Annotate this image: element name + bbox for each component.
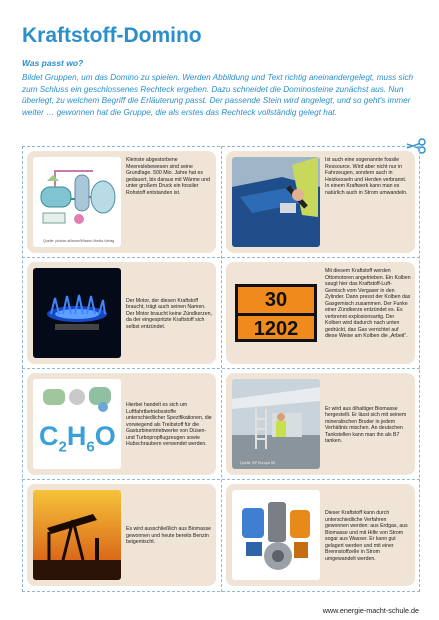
section-subtitle: Was passt wo? <box>22 58 84 68</box>
page-title: Kraftstoff-Domino <box>22 24 202 47</box>
car-refueling-photo <box>232 157 320 247</box>
cut-line <box>22 146 23 592</box>
hazard-plate <box>232 268 320 358</box>
cut-line <box>221 146 222 592</box>
oil-pump-sunset-photo <box>33 490 121 580</box>
molecule-model-icon <box>33 379 121 417</box>
formula-element: H <box>66 421 87 451</box>
aircraft-refueling-photo <box>232 379 320 469</box>
card-description: Dieser Kraftstoff kann durch unterschiedliche Verfahren gewonnen werden: aus Erdgas, aus Biomasse und mit Hilfe von Strom sogar aus Wasser. Er kann gut gelagert werden und mit einer Brennstoffzelle in Strom umgewandelt werden. <box>325 510 408 562</box>
domino-card[interactable] <box>226 373 415 475</box>
card-description: Der Motor, der diesen Kraftstoff braucht, trägt auch seinen Namen. Der Motor braucht keine Zündkerzen, da der eingespritzte Kraftstoff sich selbst entzündet. <box>126 297 212 330</box>
website-url[interactable]: www.energie-macht-schule.de <box>322 606 419 615</box>
formula-subscript: 2 <box>58 438 67 456</box>
card-description: Mit diesem Kraftstoff werden Ottomotoren angetrieben. Ein Kolben saugt hier das Kraftstoff-Luft-Gemisch vom Vergaser in den Zylinder. Dann presst der Kolben das Gasgemisch zusammen. Der Funke einer Zündkerze entzündet es. Es verbrennt explosionsartig. Der Kolben wird dadurch nach unten gedrückt, das Gas verrichtet auf diese Weise am Kolben die „Arbeit“. <box>325 268 411 339</box>
domino-card[interactable] <box>226 262 415 364</box>
cut-line <box>419 146 420 592</box>
card-description: Kleinste abgestorbene Meereslebewesen sind seine Grundlage. 500 Mio. Jahre hat es gedauert, bis daraus mit Wärme und unter großem Druck ein fossiler Rohstoff entstanden ist. <box>126 157 210 196</box>
domino-sheet <box>22 146 420 592</box>
image-credit: Quelle: picture-alliance/Wissen Media Verlag <box>43 239 115 243</box>
card-description: Hierbei handelt es sich um Luftfahrtbetriebsstoffe unterschiedlicher Spezifikationen, die vorwiegend als Treibstoff für die Gasturbinentriebwerke von Düsen- und Turbopropflugzeugen sowie Hubschraubern verwendet werden. <box>126 402 212 448</box>
card-description: Ist auch eine sogenannte fossile Ressource. Wird aber nicht nur in Fahrzeugen, sondern auch in Heizkesseln und Herden verbrannt. In einem Kraftwerk kann man es natürlich auch in Strom umwandeln. <box>325 157 408 196</box>
domino-card[interactable] <box>27 151 216 253</box>
formula-element: O <box>94 421 116 451</box>
formula-element: C <box>39 421 59 451</box>
domino-card[interactable] <box>226 151 415 253</box>
hazard-number: 30 <box>238 287 314 316</box>
card-description: Er wird aus ölhaltiger Biomasse hergestellt. Er lässt sich mit seinem mineralischen Bruder in jedem Verhältnis mischen. An deutschen Tankstellen kann man ihn als B7 tanken. <box>325 405 407 444</box>
card-description: Es wird ausschließlich aus Biomasse gewonnen und heute bereits Benzin beigemischt. <box>126 526 212 546</box>
domino-card[interactable] <box>27 262 216 364</box>
domino-card[interactable] <box>27 373 216 475</box>
domino-card[interactable] <box>27 484 216 586</box>
engine-parts-photo <box>232 490 320 580</box>
biogas-plant-illustration <box>33 157 121 247</box>
ethanol-molecule <box>33 379 121 469</box>
instructions-text: Bildet Gruppen, um das Domino zu spielen. Werden Abbildung und Text richtig aneinandergelegt, muss sich zum Schluss ein geschlossenes Rechteck ergeben. Dazu schneidet die Dominosteine zunächst aus. Nun überlegt, zu welchem Begriff die Erläuterung passt. Der passende Stein wird angelegt, und so geht's immer weiter … gewonnen hat die Gruppe, die als erstes das Rechteck vollständig gelegt hat. <box>22 73 414 117</box>
domino-card[interactable] <box>226 484 415 586</box>
ethanol-formula <box>39 419 116 464</box>
gas-flame-photo <box>33 268 121 358</box>
image-credit: Quelle: BP Europa SE <box>240 461 276 465</box>
formula-subscript: 6 <box>86 438 95 456</box>
un-number: 1202 <box>253 318 299 340</box>
